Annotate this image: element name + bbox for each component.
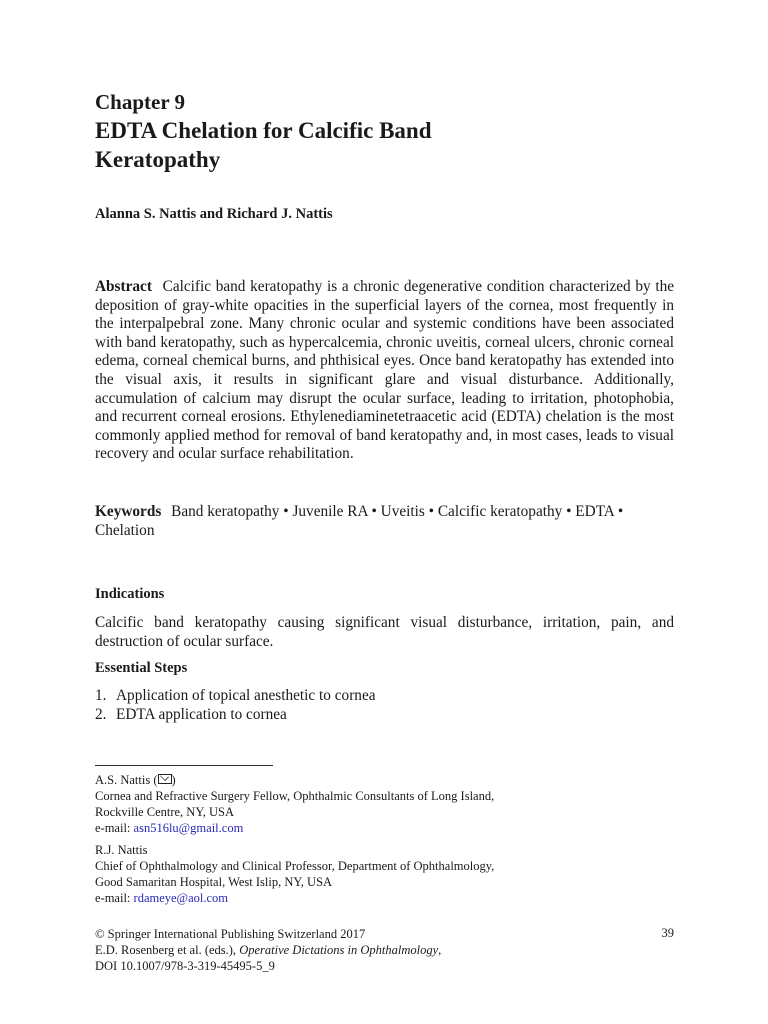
doi: DOI 10.1007/978-3-319-45495-5_9 xyxy=(95,959,275,973)
book-suffix: , xyxy=(438,943,442,957)
abstract xyxy=(95,278,674,464)
step-text: EDTA application to cornea xyxy=(116,706,287,723)
author2-email-link[interactable]: rdameye@aol.com xyxy=(133,891,228,905)
author1-affiliation-2: Rockville Centre, NY, USA xyxy=(95,805,234,819)
indications-text: Calcific band keratopathy causing significant visual disturbance, irritation, pain, and destruction of ocular surface. xyxy=(95,614,674,650)
publication-info xyxy=(95,926,674,974)
email-label: e-mail: xyxy=(95,891,134,905)
keywords-label: Keywords xyxy=(95,503,162,520)
author2-name: R.J. Nattis xyxy=(95,843,148,857)
chapter-title-line-2: Keratopathy xyxy=(95,147,221,172)
email-label: e-mail: xyxy=(95,821,134,835)
essential-steps-heading: Essential Steps xyxy=(95,660,188,676)
book-title: Operative Dictations in Ophthalmology xyxy=(239,943,439,957)
author1-name xyxy=(95,772,674,788)
author1-name-end: ) xyxy=(171,773,176,787)
author2-email-line xyxy=(95,890,674,906)
author1-affiliation-1: Cornea and Refractive Surgery Fellow, Ophthalmic Consultants of Long Island, xyxy=(95,789,495,803)
essential-steps-list xyxy=(95,686,376,724)
editors: E.D. Rosenberg et al. (eds.), xyxy=(95,943,240,957)
keywords-text: Band keratopathy • Juvenile RA • Uveitis • Calcific keratopathy • EDTA • Chelation xyxy=(95,503,624,539)
step-text: Application of topical anesthetic to cornea xyxy=(116,687,376,704)
list-item xyxy=(95,705,376,724)
author1-email-link[interactable]: asn516lu@gmail.com xyxy=(133,821,244,835)
author1-email-line xyxy=(95,820,674,836)
author2-affiliation-1: Chief of Ophthalmology and Clinical Professor, Department of Ophthalmology, xyxy=(95,859,495,873)
chapter-number: Chapter 9 xyxy=(95,90,186,114)
footnote-divider xyxy=(95,765,273,766)
editors-line xyxy=(95,942,674,958)
step-number: 1. xyxy=(95,687,107,704)
page-number: 39 xyxy=(661,926,674,940)
list-item xyxy=(95,686,376,705)
author1-footnote xyxy=(95,772,674,836)
step-number: 2. xyxy=(95,706,107,723)
chapter-title xyxy=(95,116,655,174)
keywords xyxy=(95,502,674,540)
author2-affiliation-2: Good Samaritan Hospital, West Islip, NY, USA xyxy=(95,875,333,889)
envelope-icon xyxy=(158,774,172,784)
indications-heading: Indications xyxy=(95,586,165,602)
copyright: © Springer International Publishing Switzerland 2017 xyxy=(95,927,366,941)
chapter-title-line-1: EDTA Chelation for Calcific Band xyxy=(95,118,432,143)
author2-footnote xyxy=(95,842,674,906)
abstract-label: Abstract xyxy=(95,278,152,295)
authors: Alanna S. Nattis and Richard J. Nattis xyxy=(95,206,333,222)
abstract-text: Calcific band keratopathy is a chronic degenerative condition characterized by the deposition of gray-white opacities in the superficial layers of the cornea, most frequently in the interpalpebral zone. Many chronic ocular and systemic conditions have been associated with band keratopathy, such as hypercalcemia, chronic uveitis, corneal ulcers, chronic corneal edema, corneal chemical burns, and phthisical eyes. Once band keratopathy has extended into the visual axis, it results in significant glare and visual disturbance. Additionally, accumulation of calcium may disrupt the ocular surface, leading to irritation, photophobia, and recurrent corneal erosions. Ethylenediaminetetraacetic acid (EDTA) chelation is the most commonly applied method for removal of band keratopathy and, in most cases, leads to visual recovery and ocular surface rehabilitation. xyxy=(95,278,675,463)
author1-name-text: A.S. Nattis ( xyxy=(95,773,158,787)
